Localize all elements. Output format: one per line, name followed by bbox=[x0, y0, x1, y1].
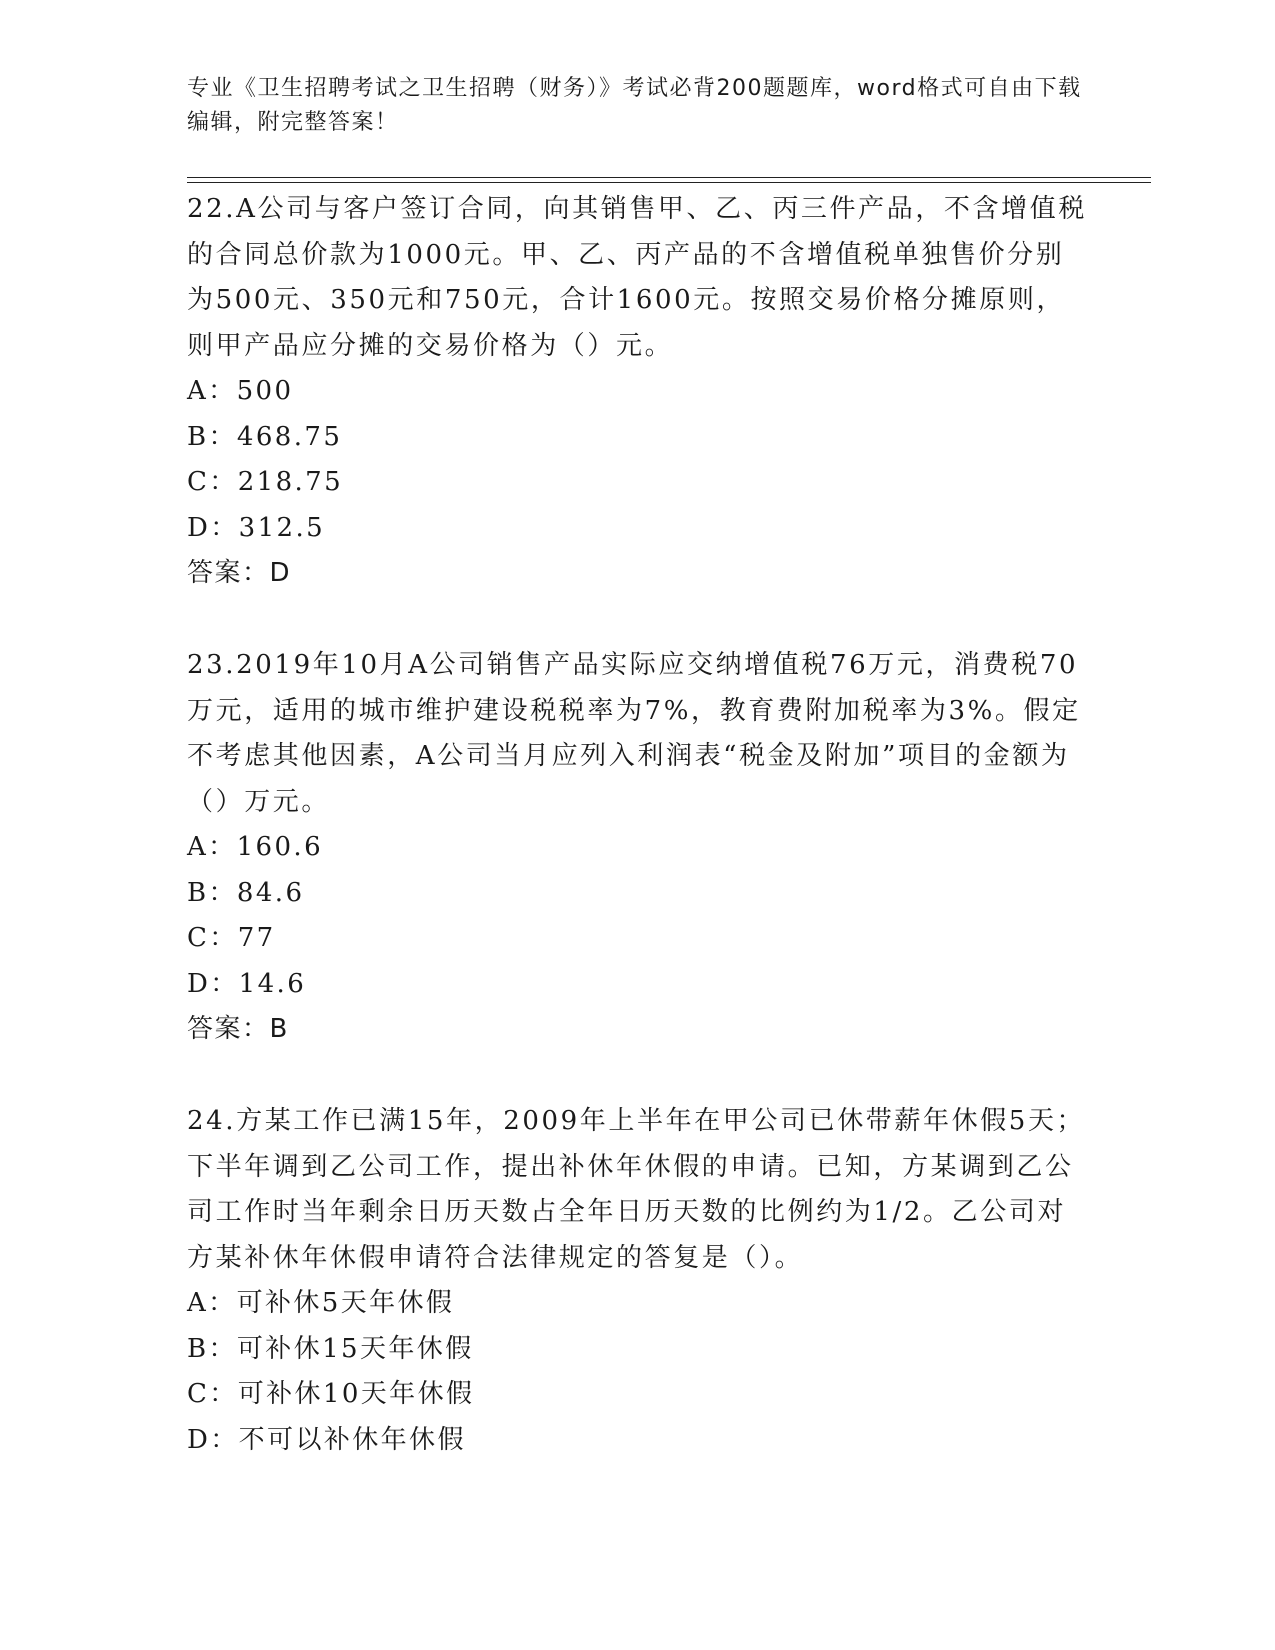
option-a: A：160.6 bbox=[187, 832, 324, 862]
option-c: C：可补休10天年休假 bbox=[187, 1379, 475, 1409]
option-d: D：不可以补休年休假 bbox=[187, 1424, 466, 1455]
option-b: B：468.75 bbox=[187, 421, 343, 452]
option-a: A：可补休5天年休假 bbox=[187, 1288, 455, 1318]
answer: 答案：B bbox=[187, 1014, 289, 1044]
option-a: A：500 bbox=[187, 376, 294, 406]
answer: 答案：D bbox=[187, 558, 292, 588]
question-23 bbox=[187, 643, 1087, 1053]
question-stem: 23.2019年10月A公司销售产品实际应交纳增值税76万元，消费税70万元，适用的城市维护建设税税率为7%，教育费附加税率为3%。假定不考虑其他因素，A公司当月应列入利润表“税金及附加”项目的金额为（）万元。 bbox=[187, 650, 1081, 817]
option-b: B：可补休15天年休假 bbox=[187, 1333, 474, 1364]
page-header: 专业《卫生招聘考试之卫生招聘（财务）》考试必背200题题库，word格式可自由下载编辑，附完整答案！ bbox=[187, 76, 1082, 135]
option-c: C：77 bbox=[187, 923, 276, 953]
question-22 bbox=[187, 187, 1087, 597]
question-stem: 24.方某工作已满15年，2009年上半年在甲公司已休带薪年休假5天；下半年调到乙公司工作，提出补休年休假的申请。已知，方某调到乙公司工作时当年剩余日历天数占全年日历天数的比例约为1/2。乙公司对方某补休年休假申请符合法律规定的答复是（）。 bbox=[187, 1106, 1086, 1273]
option-d: D：312.5 bbox=[187, 512, 326, 543]
option-b: B：84.6 bbox=[187, 877, 305, 908]
option-d: D：14.6 bbox=[187, 968, 307, 999]
option-c: C：218.75 bbox=[187, 467, 344, 497]
question-stem: 22.A公司与客户签订合同，向其销售甲、乙、丙三件产品，不含增值税的合同总价款为1000元。甲、乙、丙产品的不含增值税单独售价分别为500元、350元和750元，合计1600元。按照交易价格分摊原则，则甲产品应分摊的交易价格为（）元。 bbox=[187, 194, 1087, 361]
header-divider bbox=[187, 177, 1151, 183]
question-24 bbox=[187, 1099, 1087, 1463]
